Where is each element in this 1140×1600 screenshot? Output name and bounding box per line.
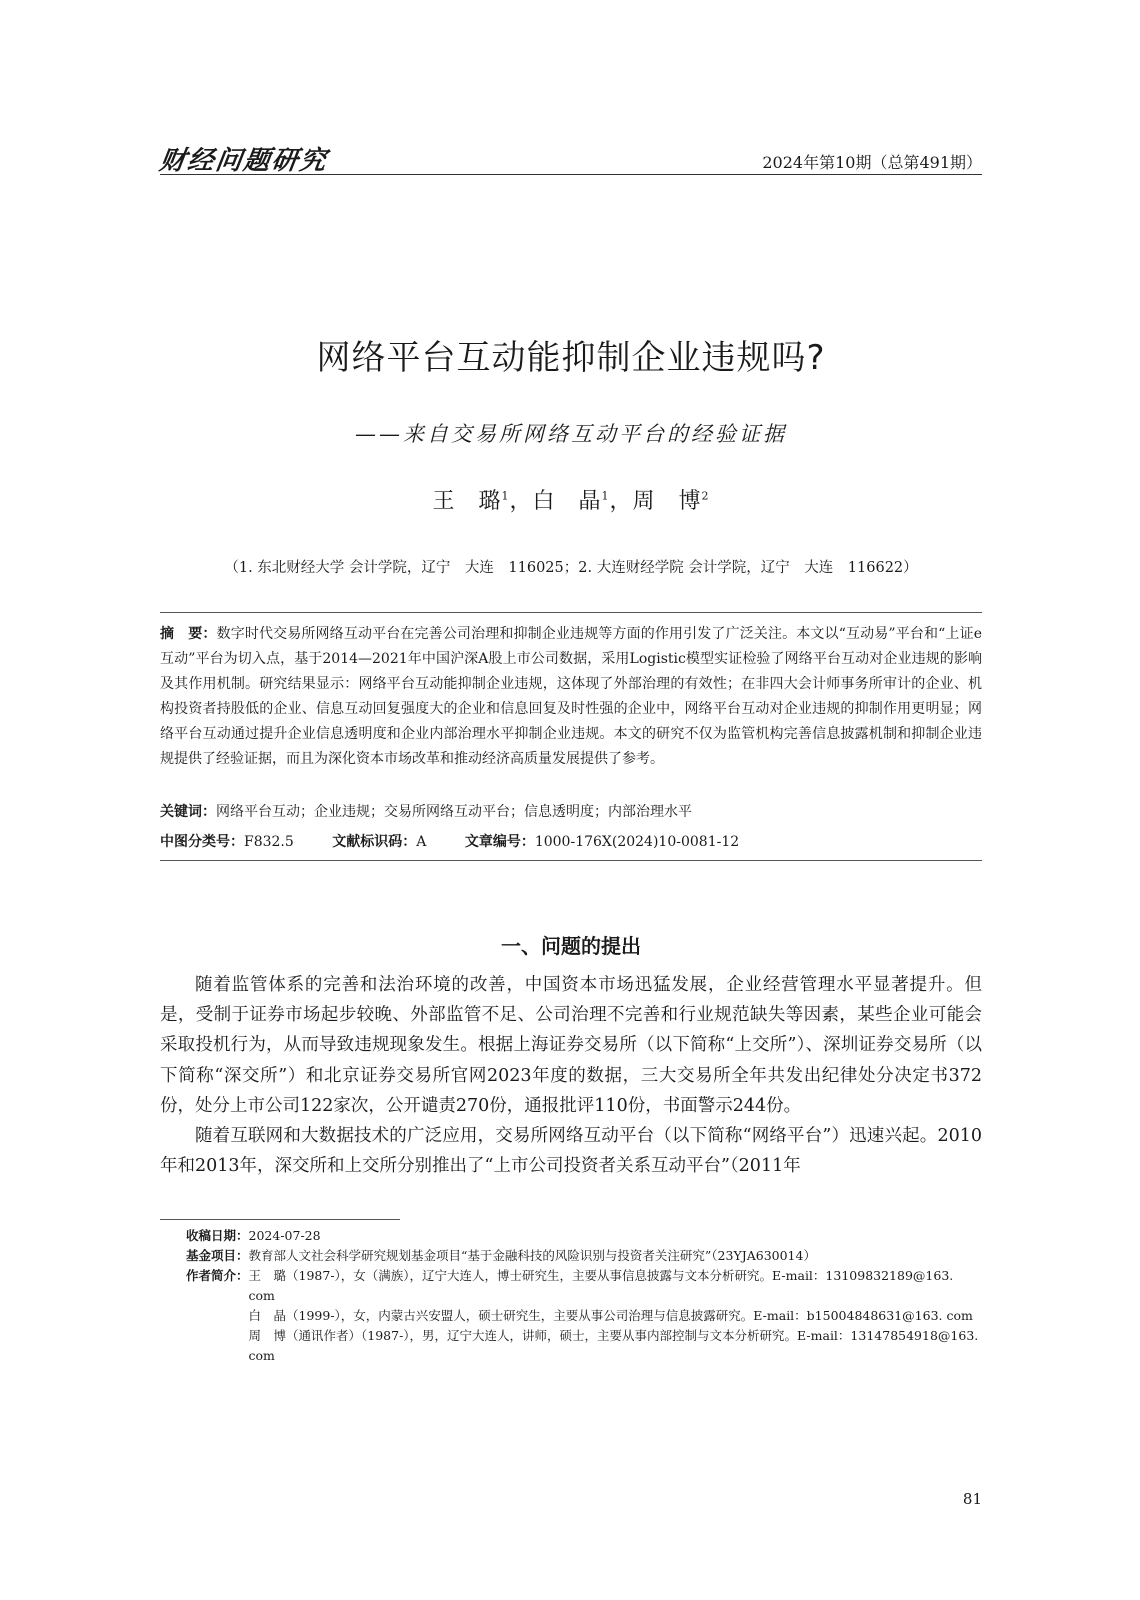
fund-value: 教育部人文社会科学研究规划基金项目“基于金融科技的风险识别与投资者关注研究”（23YJA630014）	[248, 1248, 816, 1263]
journal-logo: 财经问题研究	[157, 146, 330, 176]
doc-code-value: A	[416, 834, 427, 850]
author-list: 王 璐$^1$，白 晶$^1$，周 博$^2$	[432, 489, 710, 514]
section-heading: 一、问题的提出	[501, 934, 641, 958]
doc-code-item	[332, 830, 426, 855]
clc-label: 中图分类号：	[160, 834, 244, 850]
received-value: 2024-07-28	[248, 1228, 321, 1243]
author-affil-mark: 1	[501, 489, 510, 503]
clc-item	[160, 830, 294, 855]
abstract	[160, 622, 982, 772]
page-number: 81	[962, 1490, 982, 1508]
article-no-value: 1000-176X(2024)10-0081-12	[534, 834, 740, 850]
author-affil-mark: 1	[601, 489, 610, 503]
author-bio: 周 博（通讯作者）（1987-），男，辽宁大连人，讲师，硕士，主要从事内部控制与文本分析研究。E-mail：13147854918@163. com	[248, 1328, 979, 1363]
abstract-label: 摘 要：	[160, 626, 217, 642]
bio-label: 作者简介：	[186, 1268, 249, 1283]
author-name: 白 晶	[532, 489, 602, 514]
author-name: 王 璐	[432, 489, 502, 514]
article-no-label: 文章编号：	[464, 834, 535, 850]
article-no-item	[465, 830, 739, 855]
author-name: 周 博	[632, 489, 702, 514]
author-bio: 王 璐（1987-），女（满族），辽宁大连人，博士研究生，主要从事信息披露与文本分析研究。E-mail：13109832189@163. com	[248, 1268, 954, 1303]
issue-info: 2024年第10期（总第491期）	[762, 153, 982, 172]
body-paragraph: 随着互联网和大数据技术的广泛应用，交易所网络互动平台（以下简称“网络平台”）迅速兴起。2010年和2013年，深交所和上交所分别推出了“上市公司投资者关系互动平台”（2011年	[160, 1126, 982, 1177]
keywords-text: 网络平台互动；企业违规；交易所网络互动平台；信息透明度；内部治理水平	[216, 804, 692, 820]
body-paragraph: 随着监管体系的完善和法治环境的改善，中国资本市场迅猛发展，企业经营管理水平显著提升。但是，受制于证券市场起步较晚、外部监管不足、公司治理不完善和行业规范缺失等因素，某些企业可能会采取投机行为，从而导致违规现象发生。根据上海证券交易所（以下简称“上交所”）、深圳证券交易所（以下简称“深交所”）和北京证券交易所官网2023年度的数据，三大交易所全年共发出纪律处分决定书372份，处分上市公司122家次，公开谴责270份，通报批评110份，书面警示244份。	[160, 975, 982, 1116]
abstract-rule-bottom	[160, 860, 982, 861]
abstract-rule-top	[160, 612, 982, 613]
footnotes	[186, 1226, 982, 1366]
article-subtitle: ——来自交易所网络互动平台的经验证据	[355, 422, 787, 446]
received-label: 收稿日期：	[186, 1228, 249, 1243]
doc-code-label: 文献标识码：	[332, 834, 417, 850]
keywords-label: 关键词：	[160, 804, 216, 820]
author-bios	[186, 1266, 982, 1366]
abstract-text: 数字时代交易所网络互动平台在完善公司治理和抑制企业违规等方面的作用引发了广泛关注。本文以“互动易”平台和“上证e互动”平台为切入点，基于2014—2021年中国沪深A股上市公司数据，采用Logistic模型实证检验了网络平台互动对企业违规的影响及其作用机制。研究结果显示：网络平台互动能抑制企业违规，这体现了外部治理的有效性；在非四大会计师事务所审计的企业、机构投资者持股低的企业、信息互动回复强度大的企业和信息回复及时性强的企业中，网络平台互动对企业违规的抑制作用更明显；网络平台互动通过提升企业信息透明度和企业内部治理水平抑制企业违规。本文的研究不仅为监管机构完善信息披露机制和抑制企业违规提供了经验证据，而且为深化资本市场改革和推动经济高质量发展提供了参考。	[160, 626, 982, 767]
classification-info	[160, 830, 982, 855]
clc-value: F832.5	[244, 834, 294, 850]
fund-label: 基金项目：	[186, 1248, 249, 1263]
section-body	[160, 970, 982, 1181]
fund-info	[186, 1246, 982, 1266]
author-bio: 白 晶（1999-），女，内蒙古兴安盟人，硕士研究生，主要从事公司治理与信息披露研究。E-mail：b15004848631@163. com	[248, 1308, 973, 1323]
footnote-rule	[160, 1219, 400, 1220]
affiliations: （1. 东北财经大学 会计学院，辽宁 大连 116025；2. 大连财经学院 会计学院，辽宁 大连 116622）	[224, 560, 918, 576]
header-rule	[160, 174, 982, 175]
author-affil-mark: 2	[701, 489, 710, 503]
running-header	[157, 136, 982, 176]
received-date	[186, 1226, 982, 1246]
article-title: 网络平台互动能抑制企业违规吗?	[316, 338, 826, 378]
keywords	[160, 800, 982, 825]
bio-list	[249, 1266, 982, 1366]
